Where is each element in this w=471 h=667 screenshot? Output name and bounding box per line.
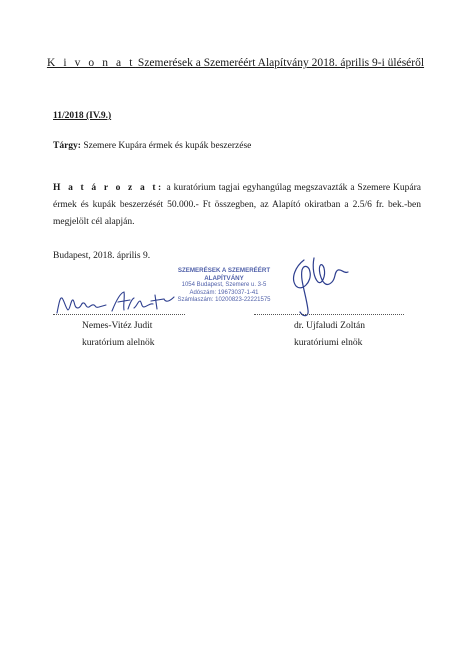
organization-stamp [172, 267, 276, 305]
decision-paragraph [53, 180, 421, 231]
stamp-line-3: 1054 Budapest, Szemere u. 3-5 [181, 282, 267, 289]
stamp-line-1: SZEMERÉSEK A SZEMERÉÉRT [177, 267, 271, 274]
signatory-name-right: dr. Ujfaludi Zoltán [294, 321, 365, 331]
signatory-name-left: Nemes-Vitéz Judit [82, 321, 153, 331]
stamp-line-4: Adószám: 19673037-1-41 [189, 289, 259, 296]
signature-line-left [53, 314, 185, 315]
document-title [0, 57, 471, 69]
signatory-role-right: kuratóriumi elnök [294, 338, 363, 348]
stamp-line-2: ALAPÍTVÁNY [204, 274, 244, 282]
signature-right-icon [284, 252, 354, 318]
decision-label: H a t á r o z a t: [53, 183, 164, 193]
signatory-role-left: kuratórium alelnök [82, 338, 155, 348]
decision-text: a kuratórium tagjai egyhangúlag megszavazták a Szemere Kupára érmek és kupák beszerzését 50.000.- Ft összegben, az Alapító okiratban a 2.5/6 fr. bek.-ben megjelölt cél alapján. [53, 183, 421, 227]
signature-line-right [254, 314, 404, 315]
title-rest: Szemerések a Szemeréért Alapítvány 2018. április 9-i üléséről [135, 57, 425, 69]
place-date: Budapest, 2018. április 9. [53, 251, 151, 261]
resolution-reference: 11/2018 (IV.9.) [53, 111, 112, 121]
stamp-line-5: Számlaszám: 10200823-22221575 [177, 297, 271, 304]
signature-left-icon [54, 289, 184, 317]
subject-text: Szemere Kupára érmek és kupák beszerzése [80, 141, 252, 151]
subject-label: Tárgy: [53, 141, 81, 151]
title-spaced-word: K i v o n a t [46, 57, 136, 69]
subject-line [53, 141, 251, 151]
